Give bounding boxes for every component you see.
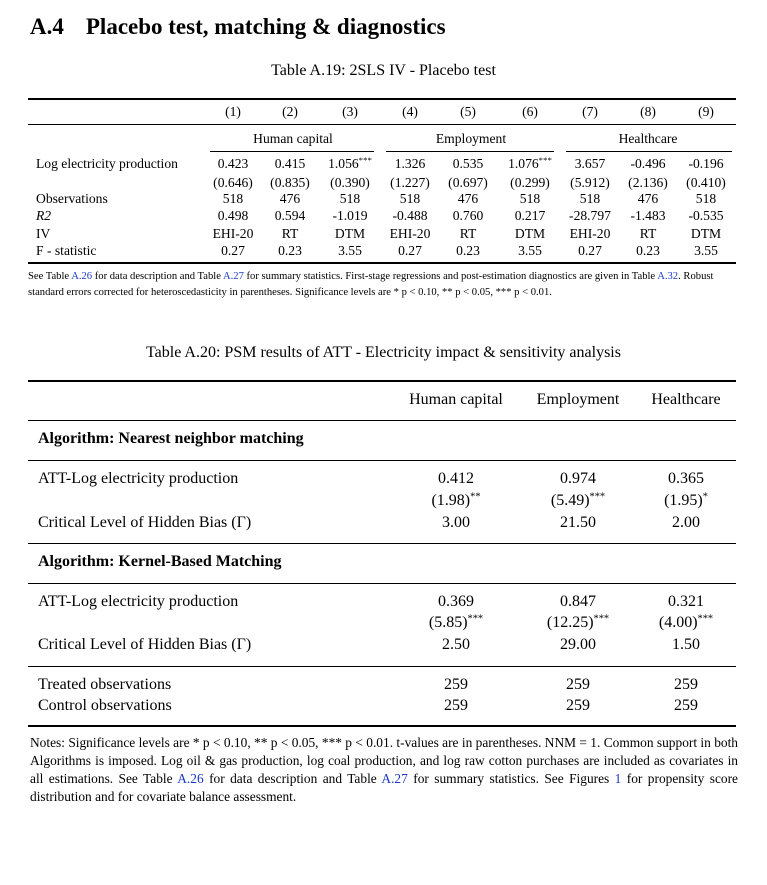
table20-cell: 0.412 — [438, 470, 474, 487]
table20-header-human-capital: Human capital — [409, 391, 503, 408]
table20-cell: 259 — [444, 676, 468, 693]
table19-cell: 0.23 — [278, 243, 302, 258]
table19-cell: 0.27 — [398, 243, 422, 258]
table19-row-label: F - statistic — [36, 243, 97, 258]
table19-group-employment: Employment — [435, 131, 507, 146]
table19-cell: 0.27 — [221, 243, 245, 258]
table19-header-rule — [28, 124, 736, 125]
table19-cell: 476 — [279, 191, 301, 206]
table19-cell: (0.299) — [510, 175, 550, 190]
table20-cell: 0.321 — [668, 593, 704, 610]
table19-cell: (0.646) — [213, 175, 253, 190]
alg1-bias-label: Critical Level of Hidden Bias (Γ) — [38, 514, 252, 531]
table20-cell: 2.50 — [442, 636, 470, 653]
table20-cell: 0.365 — [668, 470, 704, 487]
table19-group-healthcare: Healthcare — [618, 131, 678, 146]
table19-cell: 1.056*** — [328, 155, 372, 171]
table19-cell: 0.535 — [452, 156, 484, 171]
table19-top-rule — [28, 98, 736, 100]
table19-cell: RT — [639, 226, 657, 241]
table19-cell: -0.535 — [688, 208, 724, 223]
table19-cell: (0.835) — [270, 175, 310, 190]
link-table-a32[interactable]: A.32 — [657, 271, 679, 282]
table19-note: See Table A.26 for data description and Table A.27 for summary statistics. First-stage regressions and post-estimation diagnostics are given in Table A.32. Robust standard errors corrected for heteroscedasticity in parentheses. Significance levels are * p < 0.10, ** p < 0.05, *** p < 0.01. — [28, 271, 714, 298]
table20-cell: 21.50 — [560, 514, 596, 531]
algorithm-nnm-heading: Algorithm: Nearest neighbor matching — [38, 430, 304, 447]
table19-cell: 0.423 — [217, 156, 249, 171]
table20-cell: 1.50 — [672, 636, 700, 653]
table19-group-human-capital: Human capital — [253, 131, 333, 146]
table19-cell: 0.415 — [274, 156, 306, 171]
table20-header-employment: Employment — [536, 391, 620, 408]
table19-cell: 0.498 — [217, 208, 249, 223]
table20-bottom-rule — [28, 725, 736, 727]
table19-caption: Table A.19: 2SLS IV - Placebo test — [271, 62, 496, 79]
table20-cell: 0.369 — [438, 593, 474, 610]
link-table-a26[interactable]: A.26 — [71, 271, 93, 282]
table19-cell: -0.496 — [630, 156, 666, 171]
link-table-a27[interactable]: A.27 — [381, 771, 408, 786]
link-table-a27[interactable]: A.27 — [222, 271, 244, 282]
table19-cell: EHI-20 — [212, 226, 254, 241]
table19-row-label: R2 — [36, 208, 52, 223]
table20-cell: 259 — [674, 676, 698, 693]
table19-row-label: IV — [36, 226, 51, 241]
table19-cell: 476 — [637, 191, 659, 206]
table19-cell: 0.217 — [514, 208, 546, 223]
table20-cell: (5.85)*** — [428, 613, 484, 631]
treated-observations-label: Treated observations — [38, 676, 172, 693]
table19-cell: -28.797 — [569, 208, 611, 223]
table20-cell: (12.25)*** — [546, 613, 610, 631]
table20-cell: 0.974 — [560, 470, 596, 487]
table19-group-rule-2 — [386, 151, 554, 152]
table19-colnum: (8) — [640, 104, 656, 119]
table20-header-rule — [28, 420, 736, 421]
table20-cell: (1.95)* — [664, 491, 708, 509]
table19-cell: 3.55 — [518, 243, 542, 258]
table20-cell: 259 — [674, 697, 698, 714]
alg2-bias-label: Critical Level of Hidden Bias (Γ) — [38, 636, 252, 653]
table20-cell: 2.00 — [672, 514, 700, 531]
table20-alg2-top-rule — [28, 543, 736, 544]
table20-cell: 0.847 — [560, 593, 596, 610]
link-table-a26[interactable]: A.26 — [177, 771, 204, 786]
table20-header-healthcare: Healthcare — [651, 391, 721, 408]
table20-caption: Table A.20: PSM results of ATT - Electricity impact & sensitivity analysis — [146, 344, 621, 361]
table19-cell: EHI-20 — [569, 226, 611, 241]
table19-cell: (1.227) — [390, 175, 430, 190]
table19-cell: 518 — [695, 191, 717, 206]
table19-cell: (0.410) — [686, 175, 726, 190]
table19-cell: (0.697) — [448, 175, 488, 190]
table19-cell: -1.483 — [630, 208, 666, 223]
table19-cell: 3.55 — [694, 243, 718, 258]
table19-cell: 0.594 — [274, 208, 306, 223]
table19-cell: 3.55 — [338, 243, 362, 258]
table19-cell: 518 — [339, 191, 361, 206]
table19-cell: 1.076*** — [508, 155, 552, 171]
table19-colnum: (2) — [282, 104, 298, 119]
alg2-att-label: ATT-Log electricity production — [38, 593, 239, 610]
table20-alg2-rule — [28, 583, 736, 584]
table20-cell: 259 — [566, 697, 590, 714]
table19-cell: 3.657 — [574, 156, 606, 171]
table19-cell: DTM — [690, 226, 722, 241]
table19-group-rule-1 — [210, 151, 374, 152]
table19-cell: 0.23 — [456, 243, 480, 258]
table19-cell: 1.326 — [394, 156, 426, 171]
section-number: A.4 — [30, 14, 64, 39]
control-observations-label: Control observations — [38, 697, 172, 714]
table20-cell: 3.00 — [442, 514, 470, 531]
table19-cell: RT — [459, 226, 477, 241]
table20-cell: (4.00)*** — [658, 613, 714, 631]
table19-cell: -0.488 — [392, 208, 428, 223]
table20-cell: 259 — [566, 676, 590, 693]
table19-cell: 518 — [519, 191, 541, 206]
table20-cell: (5.49)*** — [550, 491, 606, 509]
table19-cell: (5.912) — [570, 175, 610, 190]
table19-cell: -0.196 — [688, 156, 724, 171]
table20-obs-rule — [28, 666, 736, 667]
section-title: Placebo test, matching & diagnostics — [85, 14, 446, 39]
table19-cell: 0.760 — [452, 208, 484, 223]
table19-cell: DTM — [334, 226, 366, 241]
table19-bottom-rule — [28, 262, 736, 264]
algorithm-kernel-heading: Algorithm: Kernel-Based Matching — [38, 553, 282, 570]
link-figure-1[interactable]: 1 — [614, 771, 622, 786]
alg1-att-label: ATT-Log electricity production — [38, 470, 239, 487]
table19-colnum: (3) — [342, 104, 358, 119]
table19-cell: (0.390) — [330, 175, 370, 190]
table20-cell: 29.00 — [560, 636, 596, 653]
table19-cell: 0.27 — [578, 243, 602, 258]
table19-cell: 0.23 — [636, 243, 660, 258]
table20-top-rule — [28, 380, 736, 382]
table19-colnum: (6) — [522, 104, 538, 119]
table19-colnum: (1) — [225, 104, 241, 119]
table19-colnum: (5) — [460, 104, 476, 119]
table19-row-label: Observations — [36, 191, 108, 206]
table19-group-rule-3 — [566, 151, 732, 152]
table19-row-label: Log electricity production — [36, 156, 178, 171]
table19-colnum: (9) — [698, 104, 714, 119]
table20-cell: 259 — [444, 697, 468, 714]
table20-note: Notes: Significance levels are * p < 0.10, ** p < 0.05, *** p < 0.01. t-values are in parentheses. NNM = 1. Common support in both Algorithms is imposed. Log oil & gas production, log coal production, and log raw cotton purchases are included as covariates in all estimations. See Table A.26 for data description and Table A.27 for summary statistics. See Figures 1 for propensity score distribution and for covariate balance assessment. — [30, 735, 738, 804]
table19-cell: RT — [281, 226, 299, 241]
section-heading — [30, 14, 446, 40]
table19-colnum: (4) — [402, 104, 418, 119]
table19-cell: EHI-20 — [389, 226, 431, 241]
table19-cell: 518 — [579, 191, 601, 206]
table19-cell: (2.136) — [628, 175, 668, 190]
table19-cell: 476 — [457, 191, 479, 206]
table19-cell: -1.019 — [332, 208, 368, 223]
table19-cell: DTM — [514, 226, 546, 241]
table19-cell: 518 — [399, 191, 421, 206]
table19-cell: 518 — [222, 191, 244, 206]
table19-colnum: (7) — [582, 104, 598, 119]
table20-cell: (1.98)** — [431, 491, 481, 509]
table20-alg1-rule — [28, 460, 736, 461]
